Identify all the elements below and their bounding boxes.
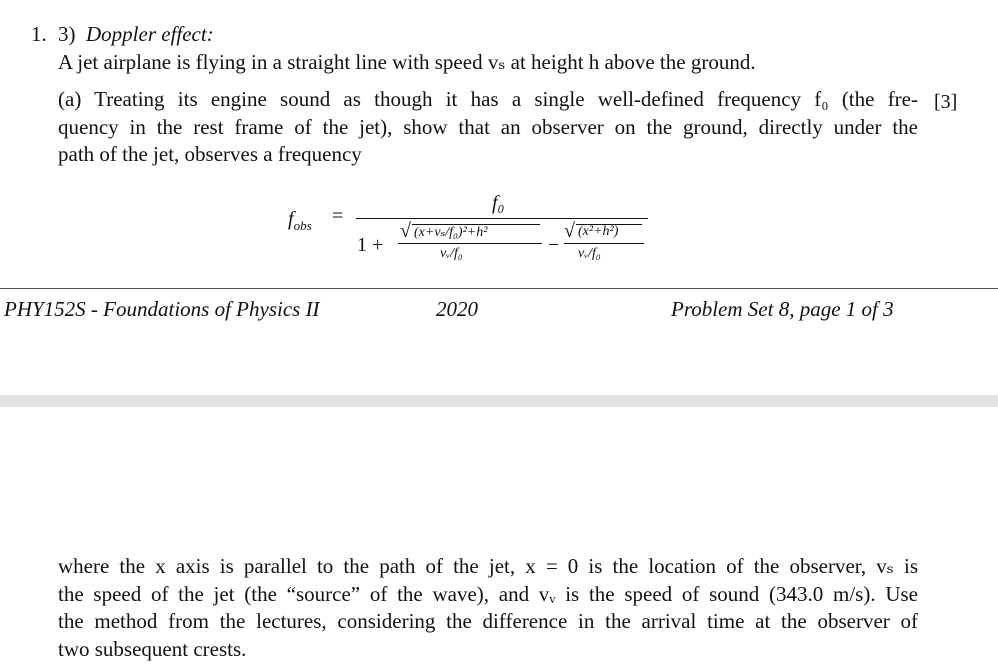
footer-page: Problem Set 8, page 1 of 3 — [671, 297, 894, 321]
continuation-line: two subsequent crests. — [58, 636, 247, 661]
marks-label: [3] — [934, 91, 958, 113]
term1-denominator: vᵥ/f₀ — [440, 246, 463, 261]
problem-title: Doppler effect: — [86, 22, 214, 46]
term2-fraction-bar — [564, 243, 644, 244]
part-a-line: quency in the rest frame of the jet), show that an observer on the ground, directly under the — [58, 114, 918, 139]
doppler-formula — [288, 188, 658, 268]
formula-minus: − — [548, 234, 560, 256]
footer-year: 2020 — [436, 297, 478, 321]
formula-equals: = — [332, 205, 344, 227]
sqrt-symbol: √ — [400, 220, 411, 242]
continuation-line: the method from the lectures, considering the difference in the arrival time at the observer of — [58, 609, 918, 633]
sqrt-symbol: √ — [564, 220, 575, 242]
term2-denominator: vᵥ/f₀ — [578, 246, 601, 261]
continuation-text — [58, 553, 918, 663]
problem-intro: A jet airplane is flying in a straight line with speed vₛ at height h above the ground. — [58, 50, 756, 74]
formula-lhs: $f_{obs}$ — [288, 208, 312, 233]
continuation-line: the speed of the jet (the “source” of the wave), and vᵥ is the speed of sound (343.0 m/s). Use — [58, 581, 918, 606]
part-a-line: path of the jet, observes a frequency — [58, 142, 362, 166]
part-a-text — [58, 86, 918, 169]
problem-label: 3) — [58, 22, 76, 46]
formula-one-plus: 1 + — [357, 234, 384, 256]
term2-numerator: (x²+h²) — [578, 224, 619, 239]
footer-rule — [0, 288, 998, 289]
continuation-line: where the x axis is parallel to the path of the jet, x = 0 is the location of the observer, vₛ is — [58, 554, 918, 578]
formula-numerator: f₀ — [492, 192, 505, 214]
footer-course: PHY152S - Foundations of Physics II — [4, 297, 320, 321]
problem-number: 1. — [31, 22, 47, 46]
part-a-line: (a) Treating its engine sound as though it has a single well-defined frequency f₀ (the fre- — [58, 87, 918, 111]
term1-fraction-bar — [398, 243, 542, 244]
page-separator — [0, 395, 998, 407]
page-2-top — [0, 407, 998, 669]
term1-numerator: (x+vₛ/f₀)²+h² — [414, 225, 488, 240]
